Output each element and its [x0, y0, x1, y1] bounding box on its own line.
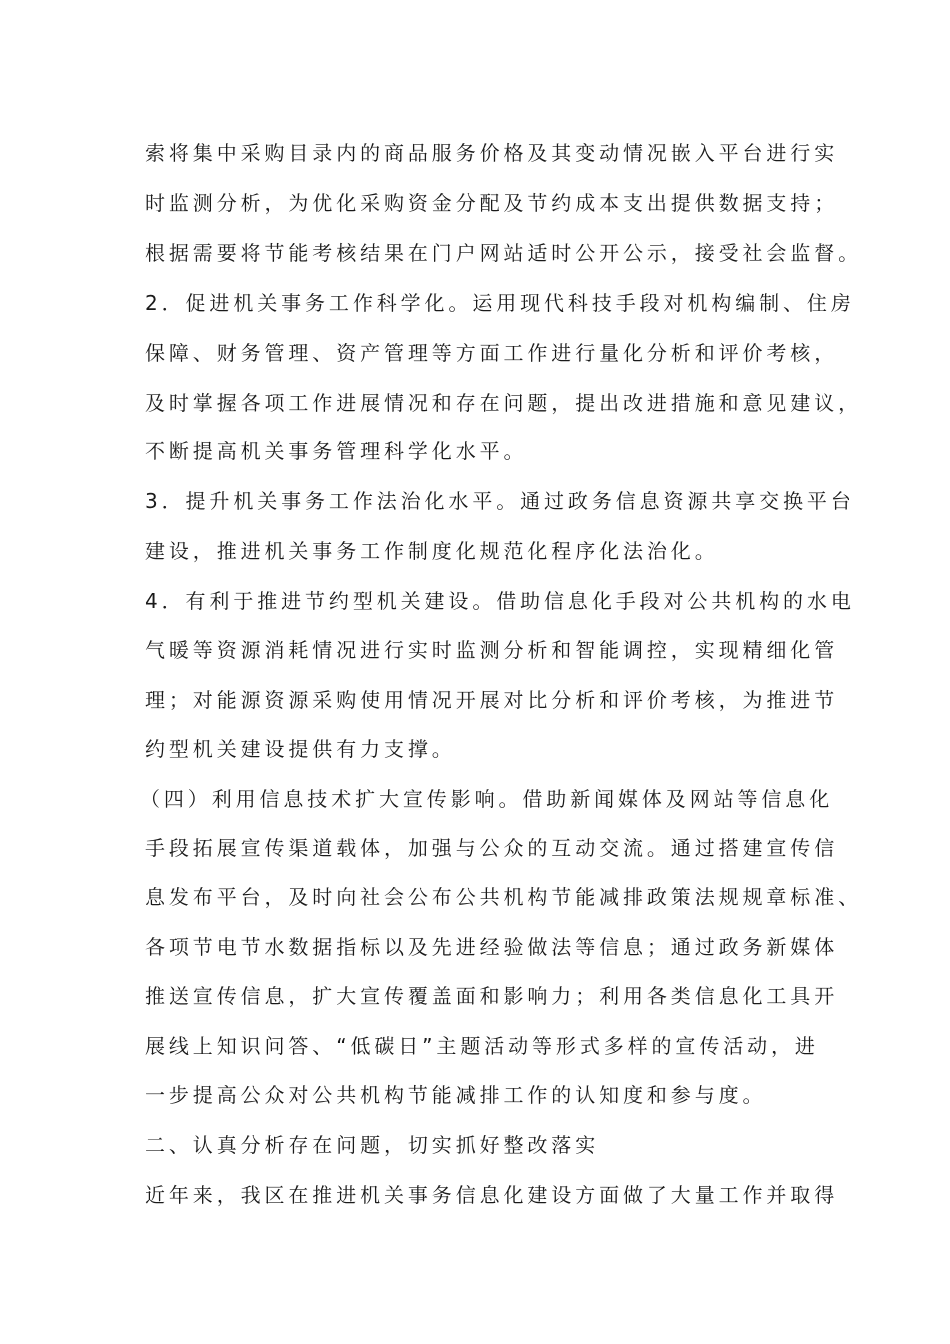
text-line: 一步提高公众对公共机构节能减排工作的认知度和参与度。 [145, 1083, 767, 1107]
text-line: 索将集中采购目录内的商品服务价格及其变动情况嵌入平台进行实 [145, 141, 839, 165]
text-line: 建设，推进机关事务工作制度化规范化程序化法治化。 [145, 539, 719, 563]
text-line: 气暖等资源消耗情况进行实时监测分析和智能调控，实现精细化管 [145, 638, 839, 662]
text-line: 近年来，我区在推进机关事务信息化建设方面做了大量工作并取得 [145, 1183, 839, 1207]
text-line: 4．有利于推进节约型机关建设。借助信息化手段对公共机构的水电 [145, 589, 855, 613]
text-line: 理；对能源资源采购使用情况开展对比分析和评价考核，为推进节 [145, 688, 839, 712]
text-line: 3．提升机关事务工作法治化水平。通过政务信息资源共享交换平台 [145, 489, 855, 513]
text-line: 各项节电节水数据指标以及先进经验做法等信息；通过政务新媒体 [145, 935, 839, 959]
text-line: 推送宣传信息，扩大宣传覆盖面和影响力；利用各类信息化工具开 [145, 984, 839, 1008]
text-line: 息发布平台，及时向社会公布公共机构节能减排政策法规规章标准、 [145, 885, 862, 909]
text-line: （四）利用信息技术扩大宣传影响。借助新闻媒体及网站等信息化 [140, 787, 834, 811]
text-line: 保障、财务管理、资产管理等方面工作进行量化分析和评价考核， [145, 341, 839, 365]
text-line: 展线上知识问答、“低碳日”主题活动等形式多样的宣传活动，进 [145, 1034, 819, 1058]
text-line: 约型机关建设提供有力支撑。 [145, 737, 456, 761]
text-line: 2．促进机关事务工作科学化。运用现代科技手段对机构编制、住房 [145, 291, 855, 315]
text-line: 时监测分析，为优化采购资金分配及节约成本支出提供数据支持； [145, 191, 839, 215]
text-line: 不断提高机关事务管理科学化水平。 [145, 439, 528, 463]
text-line: 手段拓展宣传渠道载体，加强与公众的互动交流。通过搭建宣传信 [145, 836, 839, 860]
text-line: 及时掌握各项工作进展情况和存在问题，提出改进措施和意见建议， [145, 391, 862, 415]
section-heading: 二、认真分析存在问题，切实抓好整改落实 [145, 1133, 600, 1157]
text-line: 根据需要将节能考核结果在门户网站适时公开公示，接受社会监督。 [145, 241, 862, 265]
